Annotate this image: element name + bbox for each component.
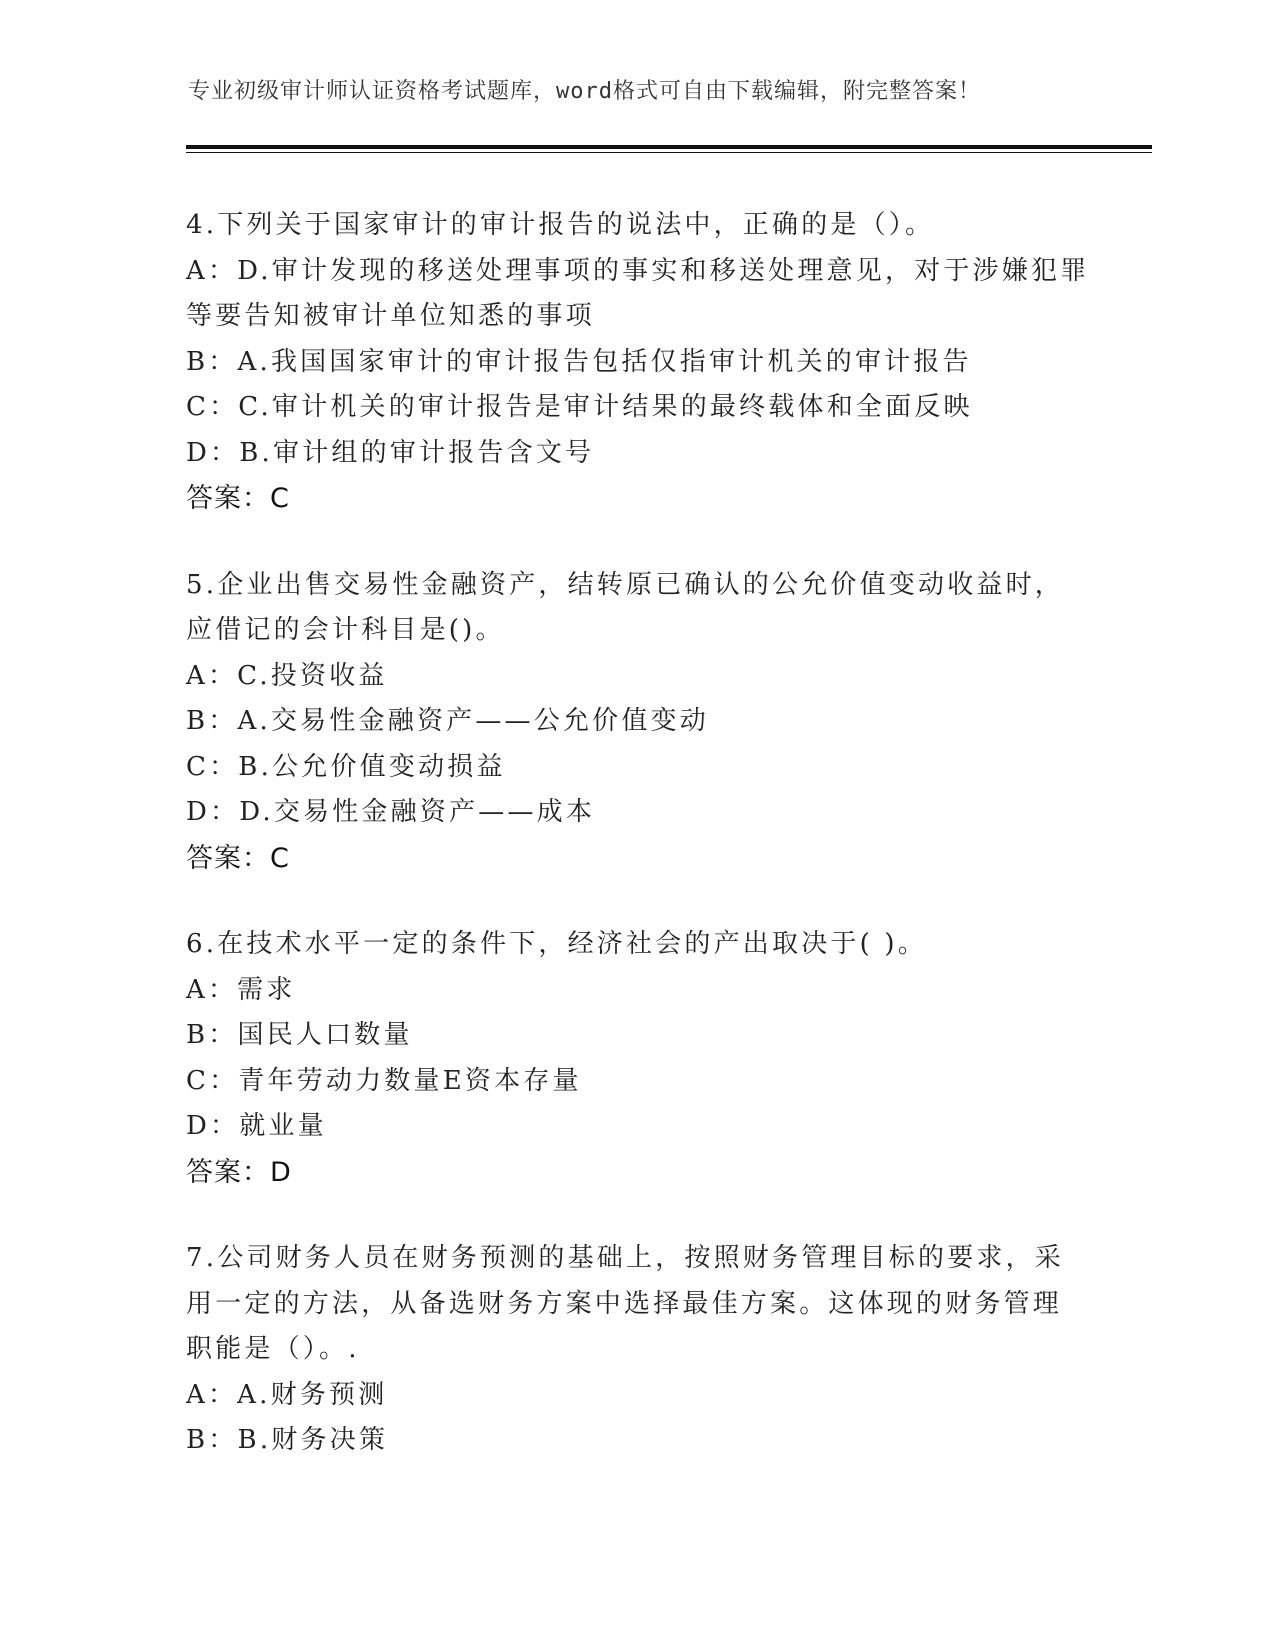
question-stem-continued: 应借记的会计科目是()。 bbox=[186, 615, 505, 645]
question-stem: 6.在技术水平一定的条件下，经济社会的产出取决于( )。 bbox=[186, 929, 927, 959]
answer-label: 答案：C bbox=[186, 842, 290, 874]
answer-label: 答案：C bbox=[186, 483, 290, 514]
question-5 bbox=[186, 563, 1086, 882]
question-6 bbox=[186, 922, 1086, 1195]
option-b: B：B.财务决策 bbox=[186, 1425, 389, 1455]
question-stem: 7.公司财务人员在财务预测的基础上，按照财务管理目标的要求，采 bbox=[186, 1243, 1065, 1273]
header-divider-thin bbox=[186, 152, 1152, 153]
option-b: B：A.我国国家审计的审计报告包括仅指审计机关的审计报告 bbox=[186, 346, 972, 377]
header-divider bbox=[186, 145, 1152, 149]
question-4 bbox=[186, 203, 1090, 522]
option-d: D：B.审计组的审计报告含文号 bbox=[186, 437, 595, 468]
option-b: B：国民人口数量 bbox=[186, 1020, 413, 1050]
answer-label: 答案：D bbox=[186, 1156, 292, 1188]
option-d: D：D.交易性金融资产——成本 bbox=[186, 797, 596, 827]
option-a: A：A.财务预测 bbox=[186, 1379, 388, 1410]
option-c: C：青年劳动力数量E资本存量 bbox=[186, 1065, 582, 1096]
question-stem-continued: 职能是（）。. bbox=[186, 1334, 360, 1364]
option-a-continued: 等要告知被审计单位知悉的事项 bbox=[186, 301, 595, 331]
question-7 bbox=[186, 1236, 1086, 1464]
question-stem: 4.下列关于国家审计的审计报告的说法中，正确的是（）。 bbox=[186, 210, 935, 240]
question-stem-continued: 用一定的方法，从备选财务方案中选择最佳方案。这体现的财务管理 bbox=[186, 1288, 1063, 1319]
page-header: 专业初级审计师认证资格考试题库，word格式可自由下载编辑，附完整答案！ bbox=[188, 79, 981, 104]
option-b: B：A.交易性金融资产——公允价值变动 bbox=[186, 706, 709, 736]
option-c: C：C.审计机关的审计报告是审计结果的最终载体和全面反映 bbox=[186, 392, 973, 422]
question-stem: 5.企业出售交易性金融资产，结转原已确认的公允价值变动收益时， bbox=[186, 569, 1065, 600]
option-a: A：需求 bbox=[186, 974, 296, 1005]
option-a: A：D.审计发现的移送处理事项的事实和移送处理意见，对于涉嫌犯罪 bbox=[186, 255, 1090, 286]
option-d: D：就业量 bbox=[186, 1111, 327, 1141]
question-list bbox=[186, 203, 1090, 1505]
option-a: A：C.投资收益 bbox=[186, 660, 388, 691]
option-c: C：B.公允价值变动损益 bbox=[186, 751, 506, 782]
